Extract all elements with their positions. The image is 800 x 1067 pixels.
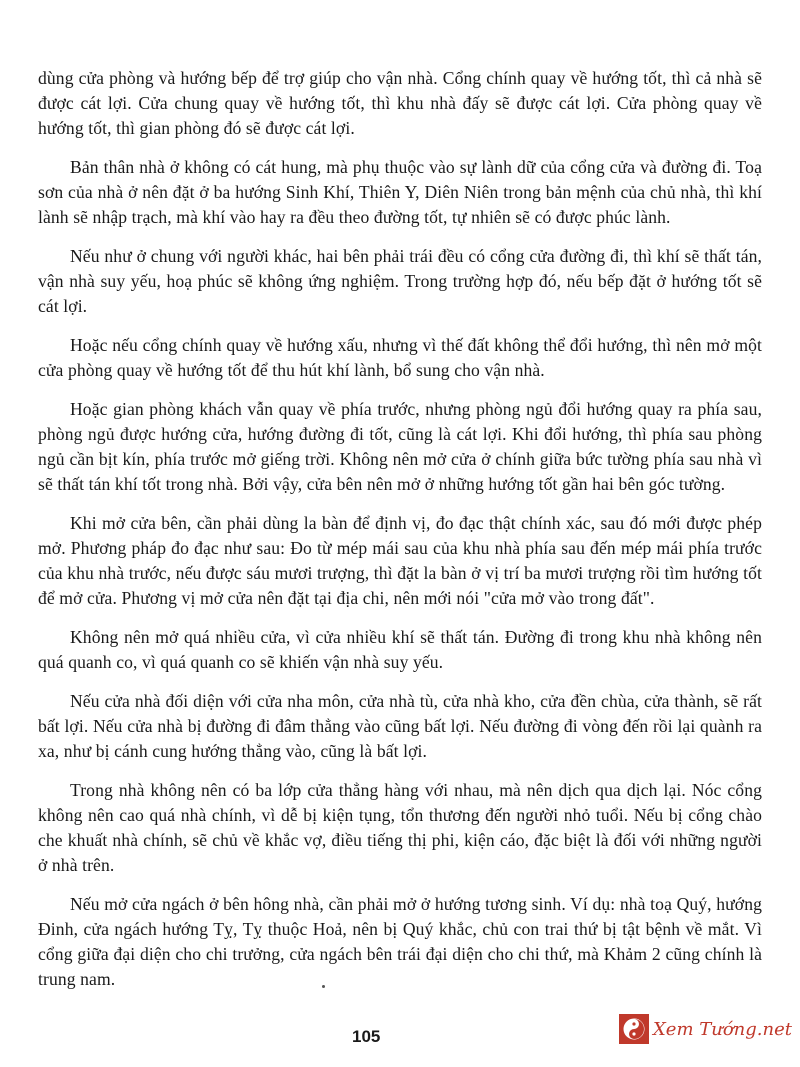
- paragraph: Không nên mở quá nhiều cửa, vì cửa nhiều khí sẽ thất tán. Đường đi trong khu nhà không nên quá quanh co, vì quá quanh co sẽ khiến vận nhà suy yếu.: [38, 627, 762, 672]
- paragraph: Hoặc nếu cổng chính quay về hướng xấu, nhưng vì thế đất không thể đổi hướng, thì nên mở một cửa phòng quay về hướng tốt để thu hút khí lành, bổ sung cho vận nhà.: [38, 335, 762, 380]
- stray-dot: [322, 985, 325, 988]
- paragraph: Hoặc gian phòng khách vẫn quay về phía trước, nhưng phòng ngủ đổi hướng quay ra phía sau, phòng ngủ được hướng cửa, hướng đường đi tốt, cũng là cát lợi. Khi đổi hướng, thì phía sau phòng ngủ cần bịt kín, phía trước mở giếng trời. Không nên mở cửa ở chính giữa bức tường phía sau nhà vì sẽ thất tán khí tốt trong nhà. Bởi vậy, cửa bên nên mở ở những hướng tốt gần hai bên góc tường.: [38, 399, 762, 494]
- watermark-text: Xem Tướng.net: [652, 1018, 792, 1040]
- paragraph: Trong nhà không nên có ba lớp cửa thẳng hàng với nhau, mà nên dịch qua dịch lại. Nóc cổng không nên cao quá nhà chính, vì dễ bị kiện tụng, tổn thương đến người nhỏ tuổi. Nếu bị cổng chào che khuất nhà chính, sẽ chủ về khắc vợ, điều tiếng thị phi, kiện cáo, đặc biệt là đối với những người ở nhà trên.: [38, 780, 762, 875]
- document-body: [38, 66, 762, 1006]
- paragraph: Nếu cửa nhà đối diện với cửa nha môn, cửa nhà tù, cửa nhà kho, cửa đền chùa, cửa thành, sẽ rất bất lợi. Nếu cửa nhà bị đường đi đâm thẳng vào cũng bất lợi. Nếu đường đi vòng đến rồi lại quành ra xa, như bị cánh cung hướng thẳng vào, cũng là bất lợi.: [38, 691, 762, 761]
- yin-yang-icon: [619, 1014, 649, 1044]
- paragraph: Nếu như ở chung với người khác, hai bên phải trái đều có cổng cửa đường đi, thì khí sẽ thất tán, vận nhà suy yếu, hoạ phúc sẽ không ứng nghiệm. Trong trường hợp đó, nếu bếp đặt ở hướng tốt sẽ cát lợi.: [38, 246, 762, 316]
- paragraph: Nếu mở cửa ngách ở bên hông nhà, cần phải mở ở hướng tương sinh. Ví dụ: nhà toạ Quý, hướng Đinh, cửa ngách hướng Tỵ, Tỵ thuộc Hoả, nên bị Quý khắc, chủ con trai thứ bị tật bệnh về mắt. Vì cổng giữa đại diện cho chi trưởng, cửa ngách bên trái đại diện cho chi thứ, mà Khảm 2 cũng chính là trung nam.: [38, 894, 762, 989]
- paragraph: Khi mở cửa bên, cần phải dùng la bàn để định vị, đo đạc thật chính xác, sau đó mới được phép mở. Phương pháp đo đạc như sau: Đo từ mép mái sau của khu nhà phía sau đến mép mái phía trước của khu nhà trước, nếu được sáu mươi trượng, thì đặt la bàn ở vị trí ba mươi trượng rồi tìm hướng tốt để mở cửa. Phương vị mở cửa nên đặt tại địa chi, nên mới nói "cửa mở vào trong đất".: [38, 513, 762, 608]
- paragraph: dùng cửa phòng và hướng bếp để trợ giúp cho vận nhà. Cổng chính quay về hướng tốt, thì cả nhà sẽ được cát lợi. Cửa chung quay về hướng tốt, thì khu nhà đấy sẽ được cát lợi. Cửa phòng quay về hướng tốt, thì gian phòng đó sẽ được cát lợi.: [38, 68, 762, 138]
- watermark-logo: [619, 1014, 792, 1044]
- paragraph: Bản thân nhà ở không có cát hung, mà phụ thuộc vào sự lành dữ của cổng cửa và đường đi. Toạ sơn của nhà ở nên đặt ở ba hướng Sinh Khí, Thiên Y, Diên Niên trong bản mệnh của chủ nhà, thì khí lành sẽ nhập trạch, mà khí vào hay ra đều theo đường tốt, tự nhiên sẽ có được phúc lành.: [38, 157, 762, 227]
- page-number: 105: [352, 1027, 381, 1046]
